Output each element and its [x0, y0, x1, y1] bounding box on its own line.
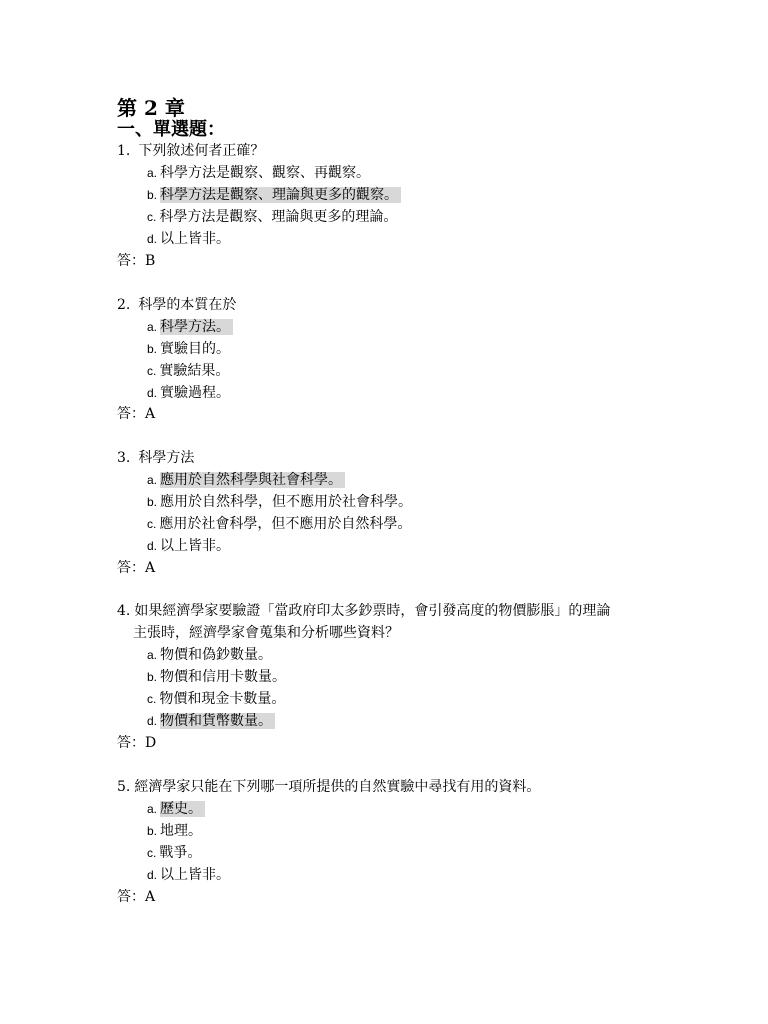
answer-value: A	[145, 560, 156, 576]
highlighted-correct-option: 歷史。	[160, 801, 205, 817]
question-2-answer	[117, 404, 155, 424]
question-text: 經濟學家只能在下列哪一項所提供的自然實驗中尋找有用的資料。	[134, 779, 541, 795]
highlighted-correct-option: 應用於自然科學與社會科學。	[160, 472, 345, 488]
question-number: 2.	[117, 297, 131, 313]
option-text: 科學方法是觀察、理論與更多的理論。	[159, 209, 398, 225]
question-5-option-c	[147, 843, 201, 863]
question-text-continued: 主張時，經濟學家會蒐集和分析哪些資料？	[133, 625, 399, 641]
question-4-option-b	[147, 667, 286, 687]
question-5	[117, 777, 540, 797]
option-text: 應用於自然科學，但不應用於社會科學。	[160, 494, 413, 510]
question-3-option-d	[147, 536, 230, 556]
question-4	[117, 601, 610, 621]
option-letter: a.	[147, 648, 158, 662]
option-letter: d.	[147, 232, 158, 246]
answer-value: A	[145, 889, 156, 905]
option-letter: c.	[147, 364, 157, 378]
section-title: 一、單選題：	[117, 119, 225, 140]
question-5-option-b	[147, 821, 202, 841]
option-letter: d.	[147, 386, 158, 400]
question-text: 科學的本質在於	[138, 297, 237, 313]
answer-prefix: 答：	[117, 253, 145, 269]
option-text: 實驗目的。	[160, 341, 231, 357]
question-1-option-d	[147, 229, 230, 249]
question-4-option-c	[147, 689, 285, 709]
option-letter: a.	[147, 802, 158, 816]
question-2-option-b	[147, 339, 230, 359]
highlighted-correct-option: 科學方法是觀察、理論與更多的觀察。	[160, 187, 401, 203]
question-5-option-a	[147, 799, 205, 819]
option-letter: d.	[147, 868, 158, 882]
question-2-option-c	[147, 361, 229, 381]
question-number: 5.	[117, 779, 131, 795]
option-text: 實驗結果。	[159, 363, 230, 379]
option-text: 物價和偽鈔數量。	[160, 647, 273, 663]
question-1-answer	[117, 251, 155, 271]
question-3-option-c	[147, 514, 411, 534]
option-letter: c.	[147, 517, 157, 531]
option-letter: a.	[147, 320, 158, 334]
option-text: 以上皆非。	[160, 538, 231, 554]
option-letter: d.	[147, 539, 158, 553]
question-1-option-c	[147, 207, 397, 227]
question-2-option-a	[147, 317, 233, 337]
question-number: 1.	[117, 143, 131, 159]
answer-prefix: 答：	[117, 406, 145, 422]
question-4-option-a	[147, 645, 272, 665]
option-letter: b.	[147, 495, 158, 509]
question-4-answer	[117, 733, 156, 753]
option-text: 實驗過程。	[160, 385, 231, 401]
answer-prefix: 答：	[117, 735, 145, 751]
option-letter: b.	[147, 188, 158, 202]
option-text: 科學方法是觀察、觀察、再觀察。	[160, 165, 371, 181]
answer-value: B	[145, 253, 156, 269]
option-text: 戰爭。	[159, 845, 202, 861]
highlighted-correct-option: 科學方法。	[160, 319, 233, 335]
question-3-option-b	[147, 492, 412, 512]
option-text: 物價和現金卡數量。	[159, 691, 286, 707]
question-5-option-d	[147, 865, 230, 885]
highlighted-correct-option: 物價和貨幣數量。	[160, 713, 275, 729]
question-3-option-a	[147, 470, 345, 490]
option-letter: b.	[147, 824, 158, 838]
question-text: 科學方法	[138, 450, 195, 466]
option-letter: c.	[147, 210, 157, 224]
answer-prefix: 答：	[117, 560, 145, 576]
question-1	[117, 141, 264, 161]
question-1-option-a	[147, 163, 370, 183]
question-text: 下列敘述何者正確？	[138, 143, 265, 159]
answer-value: D	[145, 735, 157, 751]
question-3-answer	[117, 558, 155, 578]
answer-value: A	[145, 406, 156, 422]
question-text: 如果經濟學家要驗證「當政府印太多鈔票時，會引發高度的物價膨脹」的理論	[134, 603, 611, 619]
option-letter: b.	[147, 670, 158, 684]
question-3	[117, 448, 194, 468]
option-text: 以上皆非。	[160, 231, 231, 247]
option-text: 物價和信用卡數量。	[160, 669, 287, 685]
option-letter: a.	[147, 166, 158, 180]
question-number: 3.	[117, 450, 131, 466]
question-number: 4.	[117, 603, 131, 619]
question-4-option-d	[147, 711, 275, 731]
option-text: 以上皆非。	[160, 867, 231, 883]
option-text: 應用於社會科學，但不應用於自然科學。	[159, 516, 412, 532]
answer-prefix: 答：	[117, 889, 145, 905]
question-4-continued	[133, 623, 399, 643]
question-5-answer	[117, 887, 155, 907]
option-letter: b.	[147, 342, 158, 356]
option-text: 地理。	[160, 823, 203, 839]
option-letter: c.	[147, 846, 157, 860]
question-2-option-d	[147, 383, 230, 403]
question-1-option-b	[147, 185, 401, 205]
option-letter: c.	[147, 692, 157, 706]
chapter-title: 第 2 章	[117, 96, 185, 120]
question-2	[117, 295, 236, 315]
option-letter: d.	[147, 714, 158, 728]
option-letter: a.	[147, 473, 158, 487]
